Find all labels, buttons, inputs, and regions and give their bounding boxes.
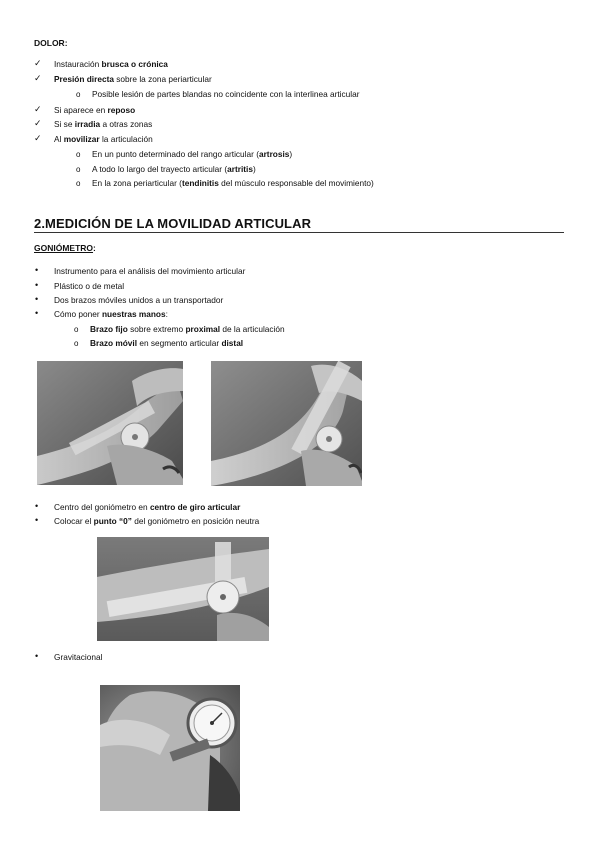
goniometro-item-2: Plástico o de metal [54,281,125,291]
dolor-item-5: Al movilizar la articulación [54,134,153,144]
sub-bullet-icon: o [76,179,81,188]
dolor-presion-sub: Posible lesión de partes blandas no coincidente con la interlinea articular [92,89,360,99]
goniometro-item-4: Cómo poner nuestras manos: [54,309,168,319]
bullet-icon: • [35,515,39,525]
manos-sub-1: Brazo fijo sobre extremo proximal de la articulación [90,324,285,334]
bullet-icon: • [35,280,39,290]
dolor-heading: DOLOR: [34,38,68,48]
check-mark-icon: ✓ [34,58,42,68]
bullet-icon: • [35,294,39,304]
goniometer-neutral-photo [97,537,269,641]
after-photos-item-2: Colocar el punto “0” del goniómetro en posición neutra [54,516,260,526]
goniometer-ankle-photo-1 [37,361,183,485]
check-mark-icon: ✓ [34,118,42,128]
bullet-icon: • [35,501,39,511]
check-mark-icon: ✓ [34,104,42,114]
dolor-item-4: Si se irradia a otras zonas [54,119,153,129]
sub-bullet-icon: o [76,165,81,174]
gravitational-goniometer-photo [100,685,240,811]
gravitacional-item: Gravitacional [54,652,103,662]
sub-bullet-icon: o [74,325,79,334]
after-photos-item-1: Centro del goniómetro en centro de giro articular [54,502,241,512]
sub-bullet-icon: o [76,90,81,99]
bullet-icon: • [35,308,39,318]
bullet-icon: • [35,265,39,275]
sub-bullet-icon: o [74,339,79,348]
goniometro-heading: GONIÓMETRO: [34,243,96,253]
check-mark-icon: ✓ [34,133,42,143]
movilizar-sub-1: En un punto determinado del rango articular (artrosis) [92,149,293,159]
movilizar-sub-3: En la zona periarticular (tendinitis del músculo responsable del movimiento) [92,178,374,188]
section-divider [34,232,564,233]
goniometro-item-1: Instrumento para el análisis del movimiento articular [54,266,246,276]
bullet-icon: • [35,651,39,661]
dolor-item-1: Instauración brusca o crónica [54,59,168,69]
sub-bullet-icon: o [76,150,81,159]
dolor-item-2: Presión directa sobre la zona periarticular [54,74,212,84]
check-mark-icon: ✓ [34,73,42,83]
goniometro-item-3: Dos brazos móviles unidos a un transportador [54,295,224,305]
manos-sub-2: Brazo móvil en segmento articular distal [90,338,244,348]
goniometer-ankle-photo-2 [211,361,362,486]
movilizar-sub-2: A todo lo largo del trayecto articular (artritis) [92,164,256,174]
dolor-item-3: Si aparece en reposo [54,105,136,115]
section-title: 2.MEDICIÓN DE LA MOVILIDAD ARTICULAR [34,216,312,231]
